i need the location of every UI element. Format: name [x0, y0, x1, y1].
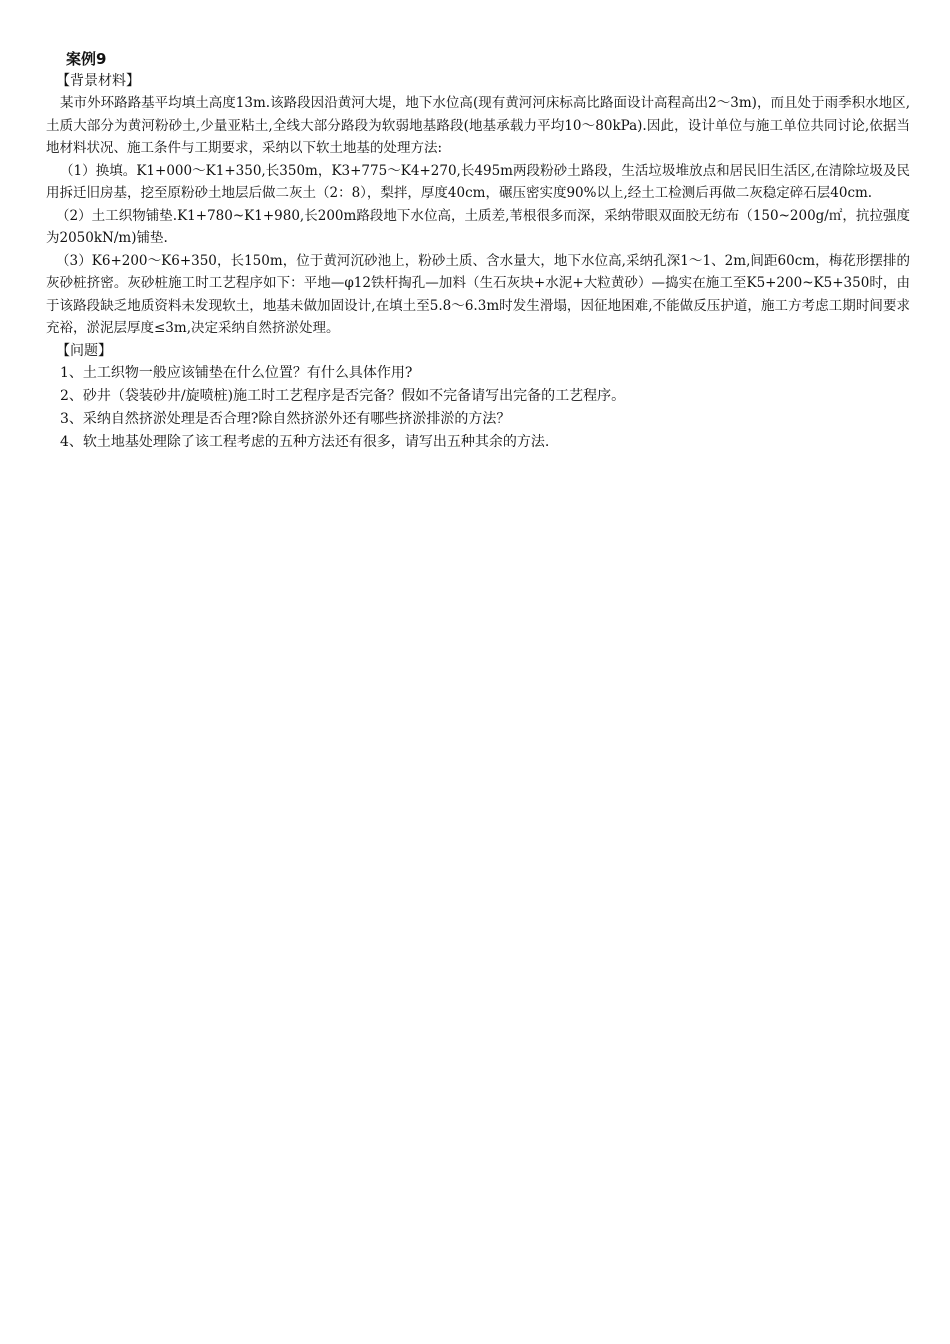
background-paragraph-intro: 某市外环路路基平均填土高度13m.该路段因沿黄河大堤，地下水位高(现有黄河河床标高比路面设计高程高出2～3m)，而且处于雨季积水地区,土质大部分为黄河粉砂土,少量亚粘土,全线大部分路段为软弱地基路段(地基承载力平均10～80kPa).因此，设计单位与施工单位共同讨论,依据当地材料状况、施工条件与工期要求，采纳以下软土地基的处理方法:	[46, 95, 910, 156]
background-paragraph-3: （3）K6+200～K6+350，长150m，位于黄河沉砂池上，粉砂土质、含水量大，地下水位高,采纳孔深1～1、2m,间距60cm，梅花形摆排的灰砂桩挤密。灰砂桩施工时工艺程序如下：平地—φ12铁杆掏孔—加料（生石灰块+水泥+大粒黄砂）—捣实在施工至K5+200~K5+350时，由于该路段缺乏地质资料未发现软土，地基未做加固设计,在填土至5.8～6.3m时发生滑塌，因征地困难,不能做反压护道，施工方考虑工期时间要求充裕，淤泥层厚度≤3m,决定采纳自然挤淤处理。	[46, 252, 910, 336]
question-item-4: 4、软土地基处理除了该工程考虑的五种方法还有很多，请写出五种其余的方法.	[60, 433, 550, 450]
background-paragraph-1: （1）换填。K1+000～K1+350,长350m，K3+775～K4+270,长495m两段粉砂土路段，生活垃圾堆放点和居民旧生活区,在清除垃圾及民用拆迁旧房基，挖至原粉砂土地层后做二灰土（2：8），梨拌，厚度40cm，碾压密实度90%以上,经土工检测后再做二灰稳定碎石层40cm.	[46, 162, 910, 201]
question-item-3: 3、采纳自然挤淤处理是否合理?除自然挤淤外还有哪些挤淤排淤的方法？	[60, 410, 511, 427]
background-paragraph-2: （2）土工织物铺垫.K1+780~K1+980,长200m路段地下水位高，土质差,苇根很多而深，采纳带眼双面胶无纺布（150~200g/㎡，抗拉强度为2050kN/m)铺垫.	[46, 207, 910, 246]
document-page	[46, 48, 910, 454]
question-item-1: 1、土工织物一般应该铺垫在什么位置？有什么具体作用?	[60, 364, 413, 381]
question-item-2: 2、砂井（袋装砂井/旋喷桩)施工时工艺程序是否完备？假如不完备请写出完备的工艺程序。	[60, 387, 626, 404]
questions-heading: 【问题】	[56, 342, 112, 359]
background-heading: 【背景材料】	[56, 73, 140, 89]
case-title: 案例9	[66, 50, 107, 68]
